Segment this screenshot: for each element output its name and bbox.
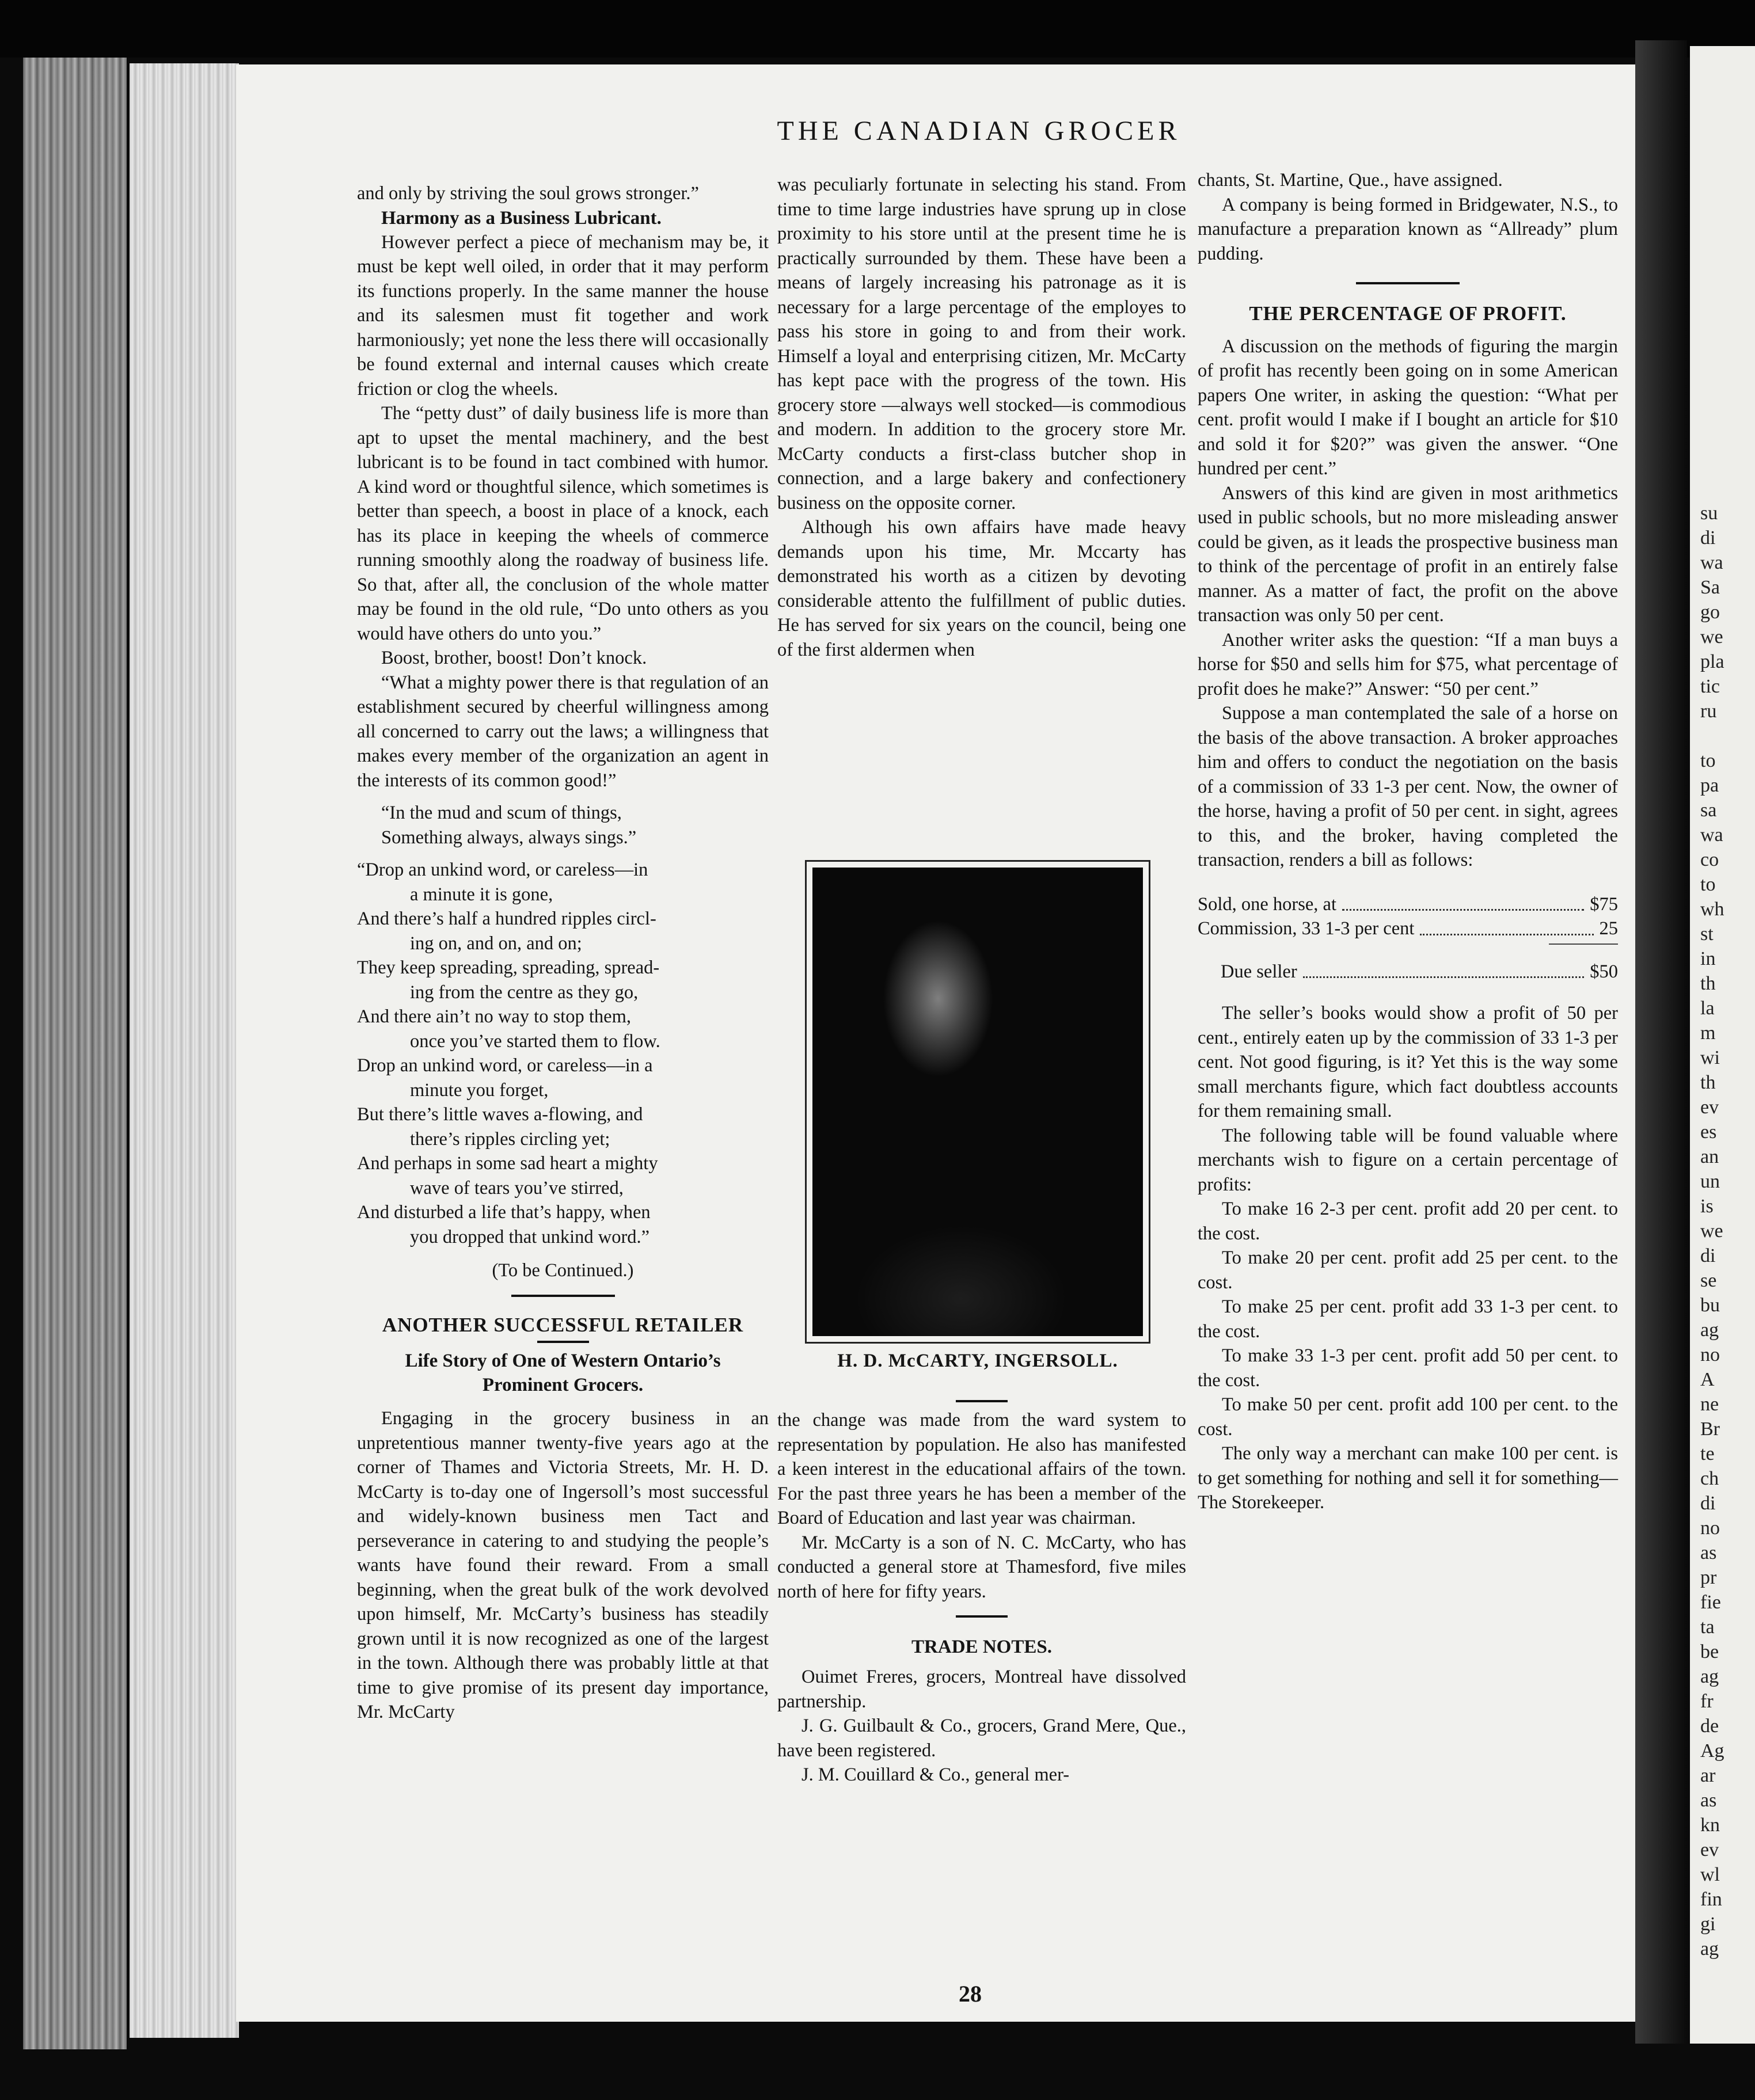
next-page-fragment: wh: [1700, 899, 1724, 920]
next-page-fragment: pa: [1700, 775, 1719, 796]
next-page-fragment: co: [1700, 849, 1719, 870]
poem-line-continuation: a minute it is gone,: [410, 884, 553, 905]
paragraph: Boost, brother, boost! Don’t knock.: [381, 648, 647, 668]
next-page-fragment: ev: [1700, 1839, 1719, 1861]
section-rule: [537, 1341, 589, 1343]
next-page-fragment: sa: [1700, 800, 1717, 821]
next-page-fragment: in: [1700, 948, 1716, 969]
scanner-border-top: [0, 0, 1755, 58]
next-page-fragment: we: [1700, 1220, 1723, 1242]
paragraph: Answers of this kind are given in most arithmetics used in public schools, but no more misleading answer could be given, as it leads the prospective business man to think of the percentage of profit in an entirely false manner. As a matter of fact, the profit on the above transaction was only 50 per cent.: [1198, 482, 1618, 626]
profit-table-row: To make 20 per cent. profit add 25 per cent. to the cost.: [1198, 1247, 1618, 1293]
heading-harmony: Harmony as a Business Lubricant.: [381, 207, 662, 229]
next-page-fragment: wl: [1700, 1864, 1720, 1885]
paragraph: Suppose a man contemplated the sale of a horse on the basis of the above transaction. A broker approaches him and offers to conduct the negotiation on the basis of a commission of 33 1-3 per cent. Now, the owner of the horse, having a profit of 50 per cent. in sight, agrees to this, and the broker, having completed the transaction, renders a bill as follows:: [1198, 703, 1618, 870]
column-2: [777, 173, 1186, 662]
book-page-stack: [130, 63, 239, 2038]
next-page-fragment: be: [1700, 1641, 1719, 1663]
next-page-fragment: th: [1700, 1072, 1716, 1093]
poem-line: And there’s half a hundred ripples circl-: [357, 908, 656, 929]
next-page-fragment: an: [1700, 1146, 1719, 1167]
next-page-fragment: fie: [1700, 1592, 1721, 1613]
heading-percentage-of-profit: THE PERCENTAGE OF PROFIT.: [1249, 302, 1567, 325]
next-page-fragment: to: [1700, 750, 1716, 771]
poem-line: And there ain’t no way to stop them,: [357, 1006, 631, 1027]
heading-trade-notes: TRADE NOTES.: [911, 1637, 1052, 1657]
next-page-fragment: st: [1700, 923, 1714, 945]
paragraph: was peculiarly fortunate in selecting his stand. From time to time large industries have sprung up in close proximity to his store until at the present time he is practically surrounded by them. These have been a means of largely increasing his patronage as it is necessary for a large percentage of the employes to pass his store in going to and from their work. Himself a loyal and enterprising citizen, Mr. McCarty has kept pace with the progress of the town. His grocery store —always well stocked—is commodious and modern. In addition to the grocery store Mr. McCarty conducts a first-class butcher shop in connection, and a large bakery and confectionery business on the opposite corner.: [777, 174, 1186, 513]
next-page-fragment: ev: [1700, 1097, 1719, 1118]
next-page-fragment: wi: [1700, 1047, 1720, 1068]
next-page-fragment: no: [1700, 1344, 1720, 1365]
column-2-lower: [777, 1400, 1186, 1787]
poem-line: And disturbed a life that’s happy, when: [357, 1202, 651, 1223]
next-page-fragment: is: [1700, 1196, 1714, 1217]
photo-caption: H. D. McCARTY, INGERSOLL.: [837, 1350, 1118, 1371]
section-rule: [956, 1615, 1008, 1618]
profit-table-row: To make 50 per cent. profit add 100 per cent. to the cost.: [1198, 1394, 1618, 1440]
section-rule: [956, 1400, 1008, 1402]
ledger-row: [1198, 892, 1618, 917]
next-page-fragment: ar: [1700, 1765, 1716, 1786]
next-page-fragment: Sa: [1700, 577, 1720, 598]
paragraph: A discussion on the methods of figuring the margin of profit has recently been going on in some American papers One writer, in asking the question: “What per cent. profit would I make if I bought an article for $10 and sold it for $20?” was given the answer. “One hundred per cent.”: [1198, 336, 1618, 479]
next-page-fragment: A: [1700, 1369, 1715, 1390]
next-page-fragment: la: [1700, 998, 1715, 1019]
paragraph: The “petty dust” of daily business life is more than apt to upset the mental machinery, and the best lubricant is to be found in tact combined with humor. A kind word or thoughtful silence, which sometimes is better than speech, a boost in place of a knock, each has its place in keeping the wheels of commerce running smoothly along the roadway of business life. So that, after all, the conclusion of the whole matter may be found in the old rule, “Do unto others as you would have others do unto you.”: [357, 403, 769, 644]
next-page-fragment: wa: [1700, 552, 1723, 573]
paragraph: The following table will be found valuable where merchants wish to figure on a certain percentage of profits:: [1198, 1125, 1618, 1195]
next-page-fragment: Br: [1700, 1418, 1720, 1440]
section-rule: [511, 1295, 615, 1297]
next-page-fragment: pr: [1700, 1567, 1717, 1588]
next-page-fragment: kn: [1700, 1814, 1720, 1836]
poem-line-continuation: minute you forget,: [410, 1079, 549, 1101]
profit-table-row: To make 25 per cent. profit add 33 1-3 per cent. to the cost.: [1198, 1296, 1618, 1342]
trade-note: A company is being formed in Bridgewater, N.S., to manufacture a preparation known as “Allready” plum pudding.: [1198, 194, 1618, 264]
next-page-fragment: pla: [1700, 651, 1724, 672]
profit-table: [1198, 1197, 1618, 1441]
next-page-fragment: ch: [1700, 1468, 1719, 1489]
paragraph: However perfect a piece of mechanism may be, it must be kept well oiled, in order that it may perform its functions properly. In the same manner the house and its salesmen must fit together and work harmoniously; yet none the less there will occasionally be found external and internal causes which create friction or clog the wheels.: [357, 231, 769, 400]
next-page-fragment: di: [1700, 527, 1716, 549]
poem-line-continuation: wave of tears you’ve stirred,: [410, 1177, 624, 1199]
next-page-fragment: no: [1700, 1517, 1720, 1539]
paragraph: Although his own affairs have made heavy demands upon his time, Mr. Mccarty has demonstrated his worth as a citizen by devoting considerable attento the fulfillment of public duties. He has served for six years on the council, being one of the first aldermen when: [777, 517, 1186, 660]
next-page-fragment: fin: [1700, 1889, 1722, 1910]
ledger-amount: $50: [1590, 961, 1618, 982]
section-rule: [1356, 282, 1460, 284]
leader-dots: [1342, 892, 1584, 911]
book-page-edges-left: [23, 58, 127, 2049]
next-page-fragment: su: [1700, 503, 1718, 524]
next-page-fragment: di: [1700, 1493, 1716, 1514]
next-page-fragment: [1690, 724, 1755, 748]
trade-note: Ouimet Freres, grocers, Montreal have dissolved partnership.: [777, 1667, 1186, 1712]
next-page-fragment: go: [1700, 602, 1720, 623]
ledger-label: Due seller: [1221, 961, 1297, 982]
intro-text: and only by striving the soul grows stronger.”: [357, 183, 699, 204]
paragraph: “What a mighty power there is that regulation of an establishment secured by cheerful willingness among all concerned to carry out the laws; a willingness that makes every member of the organization an agent in the interests of its common good!”: [357, 672, 769, 791]
portrait-photo: [805, 860, 1150, 1344]
trade-note: chants, St. Martine, Que., have assigned.: [1198, 170, 1503, 191]
ledger-amount: 25: [1599, 918, 1618, 939]
poem-line: And perhaps in some sad heart a mighty: [357, 1153, 658, 1174]
paragraph: Another writer asks the question: “If a man buys a horse for $50 and sells him for $75, what percentage of profit does he make?” Answer: “50 per cent.”: [1198, 629, 1618, 699]
leader-dots: [1420, 916, 1593, 935]
next-page-fragment: ta: [1700, 1616, 1715, 1638]
next-page-fragment: wa: [1700, 824, 1723, 846]
poem-line: They keep spreading, spreading, spread-: [357, 957, 660, 978]
next-page-edge: [1690, 46, 1755, 2044]
next-page-fragment: ag: [1700, 1666, 1719, 1687]
next-page-fragment: di: [1700, 1245, 1716, 1266]
poem-line-continuation: once you’ve started them to flow.: [410, 1030, 660, 1052]
ledger-label: Sold, one horse, at: [1198, 893, 1337, 915]
poem-line-continuation: ing on, and on, and on;: [410, 933, 582, 954]
bill-ledger: [1198, 892, 1618, 984]
next-page-fragment: te: [1700, 1443, 1715, 1464]
next-page-fragment: ag: [1700, 1938, 1719, 1960]
next-page-fragment: th: [1700, 973, 1716, 994]
poem-line: But there’s little waves a-flowing, and: [357, 1104, 643, 1125]
next-page-fragment: bu: [1700, 1295, 1720, 1316]
continued-note: (To be Continued.): [492, 1260, 634, 1281]
poem-line-continuation: you dropped that unkind word.”: [410, 1226, 650, 1247]
next-page-fragment: un: [1700, 1171, 1720, 1192]
poem-line: “Drop an unkind word, or careless—in: [357, 859, 648, 880]
trade-note: J. M. Couillard & Co., general mer-: [801, 1764, 1070, 1785]
poem-line: Drop an unkind word, or careless—in a: [357, 1055, 653, 1076]
ledger-row: [1198, 916, 1618, 941]
next-page-fragment: to: [1700, 874, 1716, 895]
ledger-sum-rule: [1549, 944, 1618, 945]
portrait-image: [812, 868, 1143, 1336]
book-gutter: [1635, 40, 1687, 2044]
paragraph: Mr. McCarty is a son of N. C. McCarty, who has conducted a general store at Thamesford, five miles north of here for fifty years.: [777, 1532, 1186, 1602]
next-page-fragment: ne: [1700, 1394, 1719, 1415]
profit-table-row: To make 16 2-3 per cent. profit add 20 per cent. to the cost.: [1198, 1199, 1618, 1244]
paragraph: Engaging in the grocery business in an unpretentious manner twenty-five years ago at the corner of Thames and Victoria Streets, Mr. H. D. McCarty is to-day one of Ingersoll’s most successful and widely-known business men Tact and perseverance in catering to and studying the people’s wants have found their reward. From a small beginning, when the great bulk of the work devolved upon himself, Mr. McCarty’s business has steadily grown until it is now recognized as one of the largest in the town. Although there was probably little at that time to give promise of its present day importance, Mr. McCarty: [357, 1408, 769, 1722]
poem-line-continuation: ing from the centre as they go,: [410, 981, 639, 1003]
paragraph: The seller’s books would show a profit of 50 per cent., entirely eaten up by the commission of 33 1-3 per cent. Not good figuring, is it? Yet this is the way some small merchants figure, which fact doubtless accounts for them remaining small.: [1198, 1003, 1618, 1121]
next-page-fragment: ag: [1700, 1319, 1719, 1341]
page-number: 28: [959, 1981, 982, 2007]
poem-line-continuation: there’s ripples circling yet;: [410, 1128, 610, 1150]
next-page-fragment: we: [1700, 626, 1723, 648]
next-page-fragment: ru: [1700, 701, 1717, 722]
next-page-fragment: gi: [1700, 1913, 1716, 1935]
ledger-label: Commission, 33 1-3 per cent: [1198, 918, 1415, 939]
leader-dots: [1303, 960, 1585, 979]
paragraph: the change was made from the ward system to representation by population. He also has manifested a keen interest in the educational affairs of the town. For the past three years he has been a member of the Board of Education and last year was chairman.: [777, 1410, 1186, 1528]
heading-retailer: ANOTHER SUCCESSFUL RETAILER: [382, 1313, 744, 1336]
profit-table-row: To make 33 1-3 per cent. profit add 50 per cent. to the cost.: [1198, 1345, 1618, 1391]
next-page-fragment: tic: [1700, 676, 1720, 697]
next-page-fragment: es: [1700, 1121, 1717, 1143]
ledger-amount: $75: [1590, 893, 1618, 915]
verse-line: Something always, always sings.”: [381, 827, 637, 848]
next-page-fragment: fr: [1700, 1691, 1714, 1712]
verse-line: “In the mud and scum of things,: [381, 802, 622, 823]
column-3: [1198, 168, 1618, 1515]
next-page-fragment: as: [1700, 1542, 1717, 1563]
next-page-fragment: as: [1700, 1790, 1717, 1811]
column-1: [357, 181, 769, 1725]
poem: [357, 858, 769, 1249]
next-page-fragment: Ag: [1700, 1740, 1724, 1762]
paragraph: The only way a merchant can make 100 per cent. is to get something for nothing and sell it for something—The Storekeeper.: [1198, 1443, 1618, 1513]
subheading: Life Story of One of Western Ontario’s Prominent Grocers.: [405, 1350, 721, 1395]
running-head: THE CANADIAN GROCER: [777, 116, 1181, 146]
next-page-fragment: se: [1700, 1270, 1717, 1291]
next-page-fragment: de: [1700, 1715, 1719, 1737]
ledger-total-row: [1198, 960, 1618, 984]
next-page-fragment: m: [1700, 1022, 1716, 1044]
trade-note: J. G. Guilbault & Co., grocers, Grand Mere, Que., have been registered.: [777, 1715, 1186, 1761]
